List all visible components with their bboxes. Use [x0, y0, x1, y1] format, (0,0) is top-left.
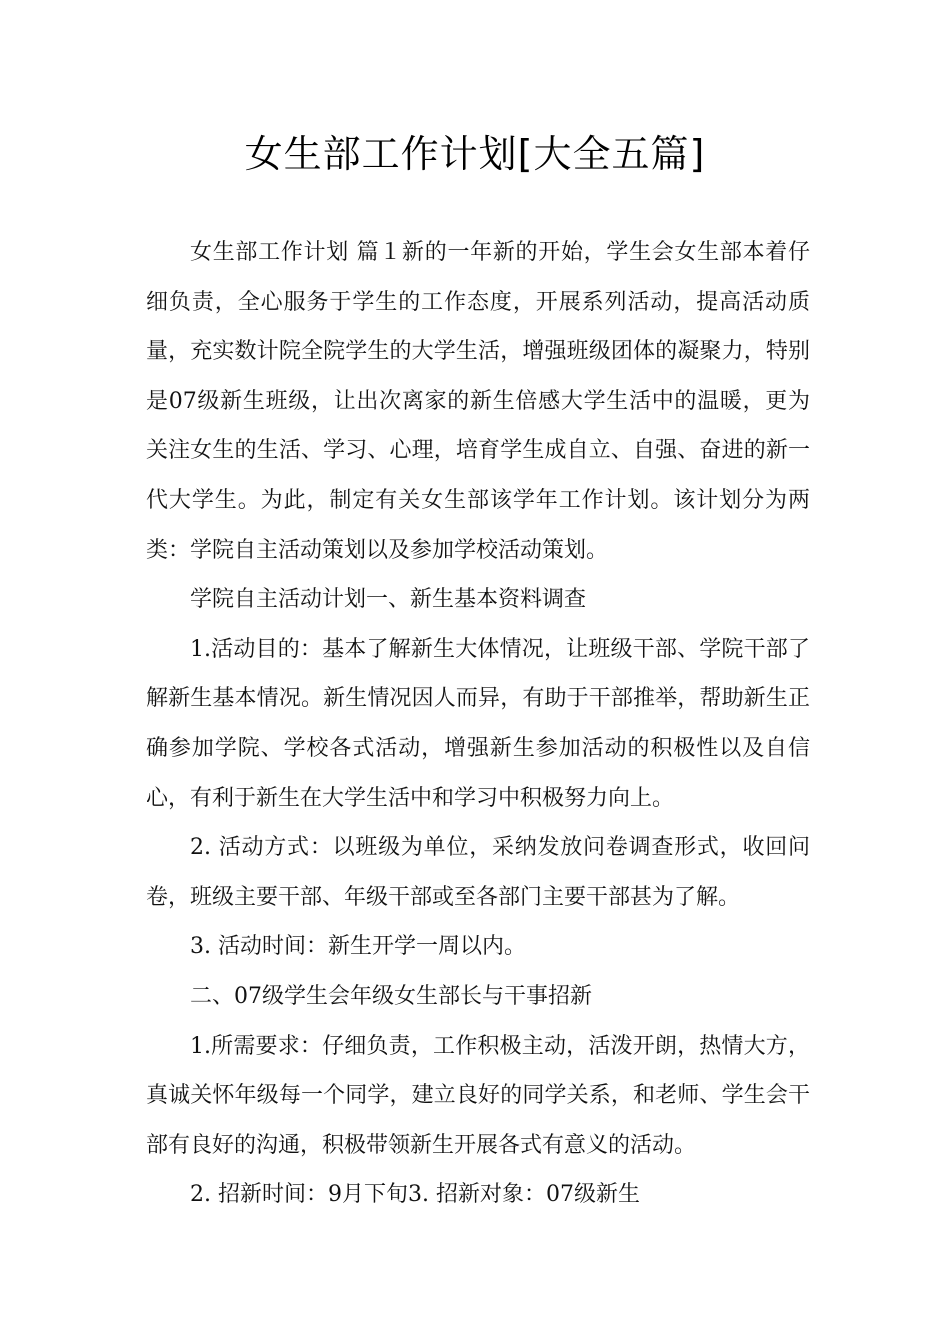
paragraph-section-heading: 学院自主活动计划一、新生基本资料调查 — [190, 587, 587, 613]
document-title: 女生部工作计划[大全五篇] — [244, 132, 706, 176]
paragraph-recruit-requirements: 1.所需要求：仔细负责，工作积极主动，活泼开朗，热情大方，真诚关怀年级每一个同学，建立良好的同学关系，和老师、学生会干部有良好的沟通，积极带领新生开展各式有意义的活动。 — [146, 1033, 810, 1158]
paragraph-activity-method: 2. 活动方式：以班级为单位，采纳发放问卷调查形式，收回问卷，班级主要干部、年级干部或至各部门主要干部甚为了解。 — [146, 835, 810, 910]
document-body — [146, 228, 810, 1220]
paragraph-intro: 女生部工作计划 篇１新的一年新的开始，学生会女生部本着仔细负责，全心服务于学生的工作态度，开展系列活动，提高活动质量，充实数计院全院学生的大学生活，增强班级团体的凝聚力，特别是07级新生班级，让出次离家的新生倍感大学生活中的温暖，更为关注女生的生活、学习、心理，培育学生成自立、自强、奋进的新一代大学生。为此，制定有关女生部该学年工作计划。该计划分为两类：学院自主活动策划以及参加学校活动策划。 — [146, 240, 810, 563]
paragraph-recruit-heading: 二、07级学生会年级女生部长与干事招新 — [190, 983, 592, 1009]
paragraph-activity-purpose: 1.活动目的：基本了解新生大体情况，让班级干部、学院干部了解新生基本情况。新生情况因人而异，有助于干部推举，帮助新生正确参加学院、学校各式活动，增强新生参加活动的积极性以及自信心，有利于新生在大学生活中和学习中积极努力向上。 — [146, 636, 810, 811]
paragraph-recruit-time-target: 2. 招新时间：9月下旬3. 招新对象：07级新生 — [190, 1182, 640, 1208]
paragraph-activity-time: 3. 活动时间：新生开学一周以内。 — [190, 934, 526, 960]
